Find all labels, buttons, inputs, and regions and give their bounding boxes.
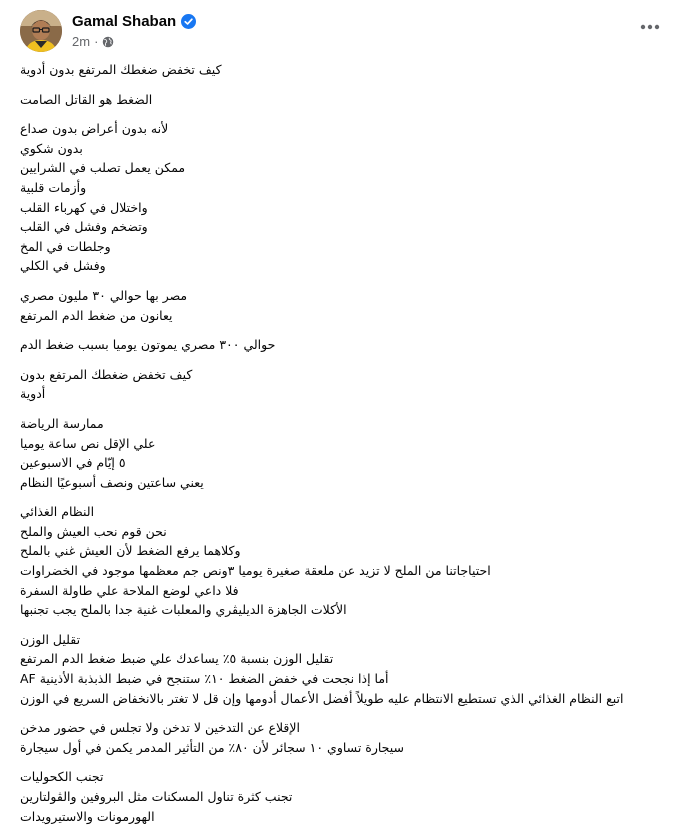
post-paragraph	[20, 335, 670, 355]
post-text-line: فلا داعي لوضع الملاحة علي طاولة السفرة	[20, 582, 239, 598]
post-text-line: الأكلات الجاهزة الديليڤري والمعلبات غنية جدا بالملح يجب تجنبها	[20, 602, 347, 618]
post-text-line: وجلطات في المخ	[20, 238, 111, 254]
post-text-line: وتضخم وفشل في القلب	[20, 219, 148, 235]
post-text-line: الهورمونات والاستيرويدات	[20, 808, 155, 824]
post-text-line: وأزمات قلبية	[20, 179, 87, 195]
post-text-line: تجنب الكحوليات	[20, 769, 104, 785]
post-text-line: تجنب كثرة تناول المسكنات مثل البروفين والڤولتارين	[20, 789, 293, 804]
post-paragraph	[20, 502, 670, 620]
post-text-line: كيف تخفض ضغطك المرتفع بدون	[20, 366, 193, 382]
post-text-line: حوالي ٣٠٠ مصري يموتون يوميا بسبب ضغط الدم	[20, 337, 276, 353]
post-text-line: علي الإقل نص ساعة يوميا	[20, 435, 156, 451]
post-text-line: نحن قوم نحب العيش والملح	[20, 523, 167, 539]
post-text-line: مصر بها حوالي ٣٠ مليون مصري	[20, 287, 188, 303]
post-text-line: أما إذا نجحت في خفض الضغط ١٠٪ ستنجح في ضبط الذبذبة الأذينية AF	[20, 671, 389, 687]
post-text-line: يعانون من ضغط الدم المرتفع	[20, 307, 173, 323]
post-text-line: كيف تخفض ضغطك المرتفع بدون أدوية	[20, 62, 222, 77]
post-paragraph	[20, 718, 670, 757]
post-meta	[72, 34, 114, 49]
more-options-icon	[640, 24, 660, 30]
post-timestamp[interactable]: 2m	[72, 34, 91, 49]
author-name[interactable]: Gamal Shaban	[72, 13, 177, 30]
profile-photo	[20, 10, 62, 52]
post-paragraph	[20, 90, 670, 110]
post-text-line: وفشل في الكلي	[20, 258, 106, 274]
verified-badge-icon	[181, 14, 196, 29]
post-header	[0, 0, 686, 60]
post-text-line: ممارسة الرياضة	[20, 415, 104, 431]
post-text-line: بدون شكوي	[20, 140, 83, 156]
post-text-line: احتياجاتنا من الملح لا تزيد عن ملعقة صغيرة يوميا ٣ونص جم معظمها موجود في الخضراوات	[20, 563, 491, 579]
post-paragraph	[20, 119, 670, 276]
post-paragraph	[20, 767, 670, 826]
post-text-line: الضغط هو القاتل الصامت	[20, 91, 153, 107]
avatar[interactable]	[20, 10, 62, 52]
post-text-line: سيجارة تساوي ١٠ سجائر لأن ٨٠٪ من التأثير المدمر يكمن في أول سيجارة	[20, 739, 404, 755]
post-text-line: تقليل الوزن بنسبة ٥٪ يساعدك علي ضبط ضغط الدم المرتفع	[20, 651, 334, 667]
post-paragraph	[20, 365, 670, 404]
post-text-line: الإقلاع عن التدخين لا تدخن ولا تجلس في حضور مدخن	[20, 720, 301, 736]
post-text-line: ممكن يعمل تصلب في الشرايين	[20, 160, 186, 176]
post-text-line: ٥ إيّام في الاسبوعين	[20, 455, 126, 471]
post-paragraph	[20, 414, 670, 492]
post-text-line: يعني ساعتين ونصف أسبوعيًا النظام	[20, 474, 204, 490]
post-text-line: واختلال في كهرباء القلب	[20, 199, 148, 215]
post-text-line: تقليل الوزن	[20, 631, 81, 647]
globe-icon[interactable]	[102, 36, 114, 48]
post-paragraph	[20, 630, 670, 708]
post-paragraph	[20, 60, 670, 80]
author-line	[72, 13, 196, 30]
more-options-button[interactable]	[635, 12, 665, 42]
post-text-line: لأنه بدون أعراض بدون صداع	[20, 121, 169, 137]
post-body	[20, 60, 670, 836]
post-text-line: أدوية	[20, 386, 46, 402]
post-text-line: اتبع النظام الغذائي الذي تستطيع الانتظام عليه طويلاً أفضل الأعمال أدومها وإن قل لا تغتر بالانخفاض السريع في الوزن	[20, 690, 624, 706]
meta-separator: ·	[94, 34, 99, 49]
post-paragraph	[20, 286, 670, 325]
post-text-line: وكلاهما يرفع الضغط لأن العيش غني بالملح	[20, 543, 241, 559]
post-text-line: النظام الغذائي	[20, 504, 95, 520]
